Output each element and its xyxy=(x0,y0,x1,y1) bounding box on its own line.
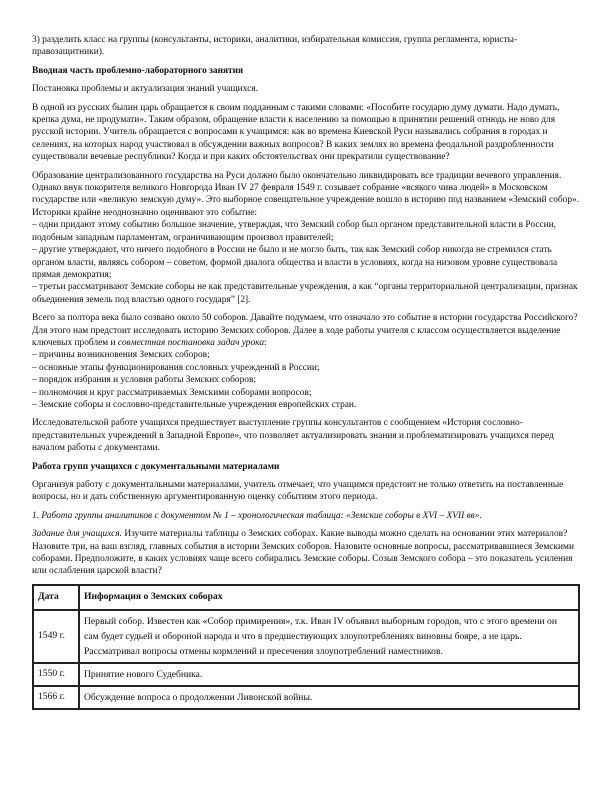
intro-line: 3) разделить класс на группы (консультанты, историки, аналитики, избирательная комиссия, группа регламента, юристы-правозащитники). xyxy=(32,35,518,58)
paragraph-formation: Образование централизованного государства на Руси должно было окончательно ликвидировать все традиции вечевого управления. Однако внук покорителя великого Новгорода Иван IV 27 февраля 1549 г. созывает собрание «всякого чина людей» в Московском государстве или «великую земскую думу». Это выборное совещательное учреждение вошло в историю под названием «Земский собор». Историки крайне неоднозначно оценивают это событие: xyxy=(32,170,580,218)
paragraph-summary xyxy=(32,312,580,349)
header-info: Информация о Земских соборах xyxy=(79,585,579,610)
opinion-item: – другие утверждают, что ничего подобного в России не было и не могло быть, так как Земский собор никогда не стремился стать органом власти, являясь собором – советом, формой диалога общества и власти в условиях, когда на низовом уровне существовала прямая демократия; xyxy=(32,245,558,280)
zemsky-sobor-table xyxy=(32,584,580,710)
paragraph-organize: Организуя работу с документальными материалами, учитель отмечает, что учащимся предстоит не только ответить на поставленные вопросы, но и дать собственную аргументированную оценку событиям этого периода. xyxy=(32,480,564,503)
table-row xyxy=(33,610,579,663)
assignment-text: Изучите материалы таблицы о Земских соборах. Какие выводы можно сделать на основании этих материалов? Назовите три, на ваш взгляд, главных события в истории Земских соборов. Назовите основные вопросы, рассматривавшиеся Земскими соборами. Предположите, в каких условиях чаще всего собирались Земские соборы. Созыв Земского собора – это показатель усиления или ослабления царской власти? xyxy=(32,529,574,577)
task-item: – Земские соборы и сословно-представительные учреждения европейских стран. xyxy=(32,399,357,410)
row-date: 1550 г. xyxy=(33,663,79,686)
opinion-item: – одни придают этому событию большое значение, утверждая, что Земский собор был органом представительной власти в России, подобным западным парламентам, ограничивающим произвол правителей; xyxy=(32,220,557,243)
row-info: Обсуждение вопроса о продолжении Ливонской войны. xyxy=(79,686,579,709)
tasks-list xyxy=(32,349,580,411)
row-date: 1549 г. xyxy=(33,610,79,663)
summary-colon: : xyxy=(264,337,267,348)
task-item: – основные этапы функционирования сословных учреждений в России; xyxy=(32,362,320,373)
assignment-label: Задание для учащихся. xyxy=(32,529,123,540)
row-date: 1566 г. xyxy=(33,686,79,709)
paragraph-research: Исследовательской работе учащихся предшествует выступление группы консультантов с сообщением «История сословно-представительных учреждений в Западной Европе», что позволяет актуализировать знания и проблематизировать учащихся перед началом работы с документами. xyxy=(32,418,554,454)
summary-text: Всего за полтора века было созвано около 50 соборов. Давайте подумаем, что означало это событие в истории государства Российского? Для этого нам предстоит исследовать историю Земских соборов. Далее в ходе работы учителя с классом осуществляется выделение ключевых проблем и xyxy=(32,313,578,348)
table-header-row xyxy=(33,585,579,610)
paragraph-assignment xyxy=(32,528,580,578)
table-row xyxy=(33,686,579,709)
table-row xyxy=(33,663,579,686)
task-item: – порядок избрания и условия работы Земских соборов; xyxy=(32,375,256,386)
row-info: Принятие нового Судебника. xyxy=(79,663,579,686)
paragraph-group-task: 1. Работа группы аналитиков с документом № 1 – хронологическая таблица: «Земские соборы в XVI – XVII вв». xyxy=(32,510,482,521)
row-info: Первый собор. Известен как «Собор примирения», т.к. Иван IV объявил выборным городов, что с этого времени он сам будет судьей и обороной народа и что в предшествующих злоупотреблениях виновны бояре, а не царь. Рассматривал вопросы отмены кормлений и пресечения злоупотреблений наместников. xyxy=(79,610,579,663)
document-page xyxy=(32,34,580,710)
paragraph-bylina: В одной из русских былин царь обращается к своим подданным с такими словами: «Пособите государю думу думати. Надо думать, крепка дума, не продумати». Таким образом, обращение власти к населению за помощью в принятии решений отнюдь не ново для русской истории. Учитель обращается с вопросами к учащимся: как во времена Киевской Руси назывались собрания в городах и селениях, на которых народ участвовал в обсуждении важных вопросов? В каких землях во времена феодальной раздробленности существовали вечевые республики? Когда и при каких обстоятельствах они прекратили существование? xyxy=(32,102,560,163)
heading-intro-part: Вводная часть проблемно-лабораторного занятия xyxy=(32,65,244,76)
opinion-item: – третьи рассматривают Земские соборы не как представительные учреждения, а как “органы территориальной централизации, признак объединения земель под властью одного государя” [2]. xyxy=(32,282,578,305)
heading-group-work: Работа групп учащихся с документальными материалами xyxy=(32,461,280,472)
header-date: Дата xyxy=(33,585,79,610)
summary-emphasis: совместная постановка задач урока xyxy=(117,337,265,348)
task-item: – полномочия и круг рассматриваемых Земскими соборами вопросов; xyxy=(32,387,312,398)
paragraph-problem: Постановка проблемы и актуализация знаний учащихся. xyxy=(32,84,258,95)
task-item: – причины возникновения Земских соборов; xyxy=(32,350,210,361)
opinions-list xyxy=(32,219,580,306)
